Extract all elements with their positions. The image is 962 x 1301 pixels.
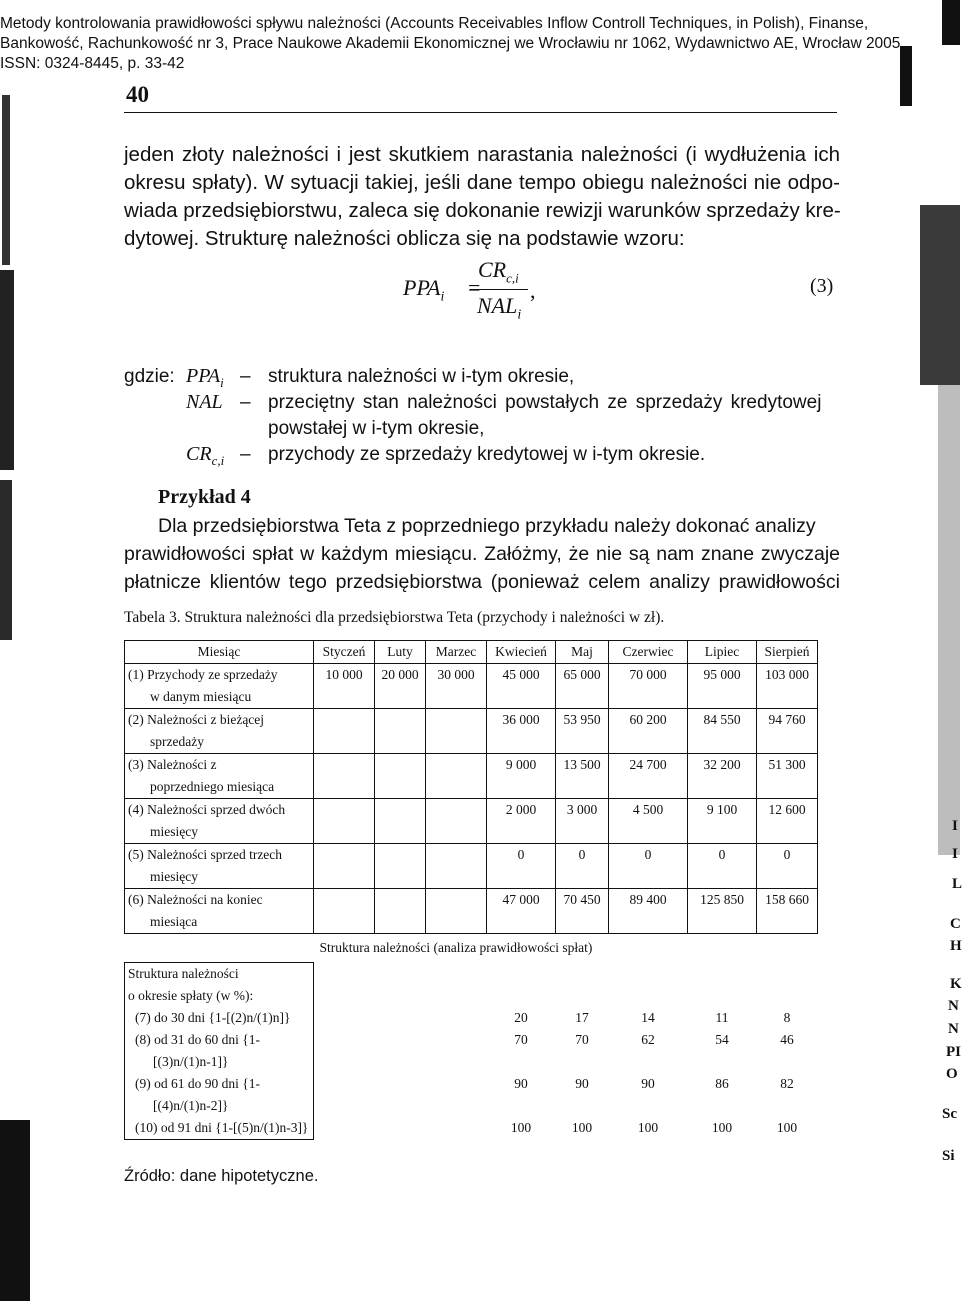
- paragraph-line: okresu spłaty). W sytuacji takiej, jeśli dane tempo obiegu należności nie odpo-: [124, 171, 840, 194]
- structure-cell: 100: [637, 1119, 659, 1135]
- table-row: [125, 664, 818, 709]
- citation-line-3: ISSN: 0324-8445, p. 33-42: [0, 55, 185, 72]
- table-cell: 0: [688, 844, 757, 889]
- formula-lhs-sub: i: [440, 289, 445, 305]
- structure-row-label: [125, 1007, 314, 1029]
- structure-label-line: (7) do 30 dni {1-[(2)n/(1)n]}: [135, 1009, 291, 1025]
- formula-numerator: CR: [478, 257, 507, 282]
- row-label-line: miesięcy: [150, 869, 198, 884]
- side-char: Si: [942, 1148, 955, 1164]
- structure-row: [125, 1029, 818, 1073]
- table-header-cell: Marzec: [426, 641, 487, 664]
- side-char: I: [952, 818, 958, 834]
- structure-cell: 62: [641, 1031, 655, 1047]
- table-cell: [375, 754, 426, 799]
- paragraph-line: jeden złoty należności i jest skutkiem narastania należności (i wydłużenia ich: [124, 143, 840, 166]
- def-dash: –: [240, 444, 251, 465]
- row-label-line: (4) Należności sprzed dwóch: [128, 802, 286, 817]
- scan-edge-right-3: [938, 385, 960, 855]
- table-body: [125, 664, 818, 934]
- structure-title: Struktura należności (analiza prawidłowości spłat): [319, 940, 593, 955]
- row-label: [125, 799, 314, 844]
- citation-line-1: Metody kontrolowania prawidłowości spływu należności (Accounts Receivables Inflow Controll Techniques, in Polish), Finanse,: [0, 15, 869, 32]
- row-label-line: sprzedaży: [150, 734, 204, 749]
- def-symbol-sub: c,i: [211, 453, 225, 468]
- table-cell: 9 100: [688, 799, 757, 844]
- structure-cell: 8: [783, 1009, 791, 1025]
- row-label: [125, 709, 314, 754]
- row-label-line: w danym miesiącu: [150, 689, 252, 704]
- table-header-cell: Miesiąc: [125, 641, 314, 664]
- table-cell: 10 000: [314, 664, 375, 709]
- example-line: Dla przedsiębiorstwa Teta z poprzedniego przykładu należy dokonać analizy: [158, 515, 816, 537]
- structure-cell: 100: [510, 1119, 532, 1135]
- table-header-row: [125, 641, 818, 664]
- table-row: [125, 709, 818, 754]
- structure-label-line: (10) od 91 dni {1-[(5)n/(1)n-3]}: [135, 1119, 309, 1135]
- structure-cell: 54: [715, 1031, 729, 1047]
- table-caption: Tabela 3. Struktura należności dla przedsiębiorstwa Teta (przychody i należności w zł).: [124, 609, 665, 626]
- row-label-line: (2) Należności z bieżącej: [128, 712, 265, 727]
- structure-cell: 11: [715, 1009, 729, 1025]
- side-char: I: [952, 846, 958, 862]
- table-row: [125, 754, 818, 799]
- row-label-line: (6) Należności na koniec: [128, 892, 263, 907]
- table-cell: [426, 799, 487, 844]
- table-cell: 95 000: [688, 664, 757, 709]
- table-cell: 24 700: [609, 754, 688, 799]
- example-title: Przykład 4: [158, 486, 251, 508]
- table-row: [125, 799, 818, 844]
- structure-label-line: (9) od 61 do 90 dni {1-: [135, 1075, 260, 1091]
- side-char: C: [950, 916, 961, 932]
- structure-cell: 17: [575, 1009, 589, 1025]
- side-char: H: [950, 938, 962, 954]
- structure-label-line: (8) od 31 do 60 dni {1-: [135, 1031, 260, 1047]
- structure-title-row: [125, 934, 818, 963]
- def-dash: –: [240, 392, 251, 413]
- table-cell: 94 760: [757, 709, 818, 754]
- structure-row: [125, 1007, 818, 1029]
- def-text: przychody ze sprzedaży kredytowej w i-tym okresie.: [268, 444, 706, 465]
- table-cell: 51 300: [757, 754, 818, 799]
- table-cell: 0: [556, 844, 609, 889]
- side-char: K: [950, 976, 962, 992]
- table-cell: 2 000: [487, 799, 556, 844]
- table-cell: 20 000: [375, 664, 426, 709]
- structure-cell: 20: [514, 1009, 528, 1025]
- equation-number: (3): [810, 275, 834, 297]
- table-header-cell: Kwiecień: [487, 641, 556, 664]
- table-cell: 0: [757, 844, 818, 889]
- row-label: [125, 844, 314, 889]
- structure-cell: 90: [514, 1075, 528, 1091]
- table-cell: 4 500: [609, 799, 688, 844]
- table-cell: [426, 709, 487, 754]
- structure-cell: 86: [715, 1075, 729, 1091]
- def-text: struktura należności w i-tym okresie,: [268, 366, 575, 387]
- table-cell: [375, 709, 426, 754]
- formula-denominator: NAL: [477, 293, 518, 318]
- table-cell: 45 000: [487, 664, 556, 709]
- structure-cell: 70: [514, 1031, 528, 1047]
- table-cell: 36 000: [487, 709, 556, 754]
- structure-cell: 100: [711, 1119, 733, 1135]
- table-cell: 103 000: [757, 664, 818, 709]
- table-cell: 3 000: [556, 799, 609, 844]
- structure-label-line: [(3)n/(1)n-1]}: [153, 1053, 229, 1069]
- table-header-cell: Sierpień: [757, 641, 818, 664]
- header-rule: [124, 112, 837, 113]
- table-cell: 60 200: [609, 709, 688, 754]
- scan-edge-left-4: [0, 1120, 30, 1301]
- body-paragraph: [124, 141, 840, 253]
- fraction-bar: [470, 289, 528, 290]
- table-cell: 89 400: [609, 889, 688, 934]
- def-dash: –: [240, 366, 251, 387]
- table-cell: [375, 799, 426, 844]
- table-cell: 70 450: [556, 889, 609, 934]
- table-cell: 0: [609, 844, 688, 889]
- def-text-cont: powstałej w i-tym okresie,: [268, 418, 485, 439]
- table-cell: [314, 889, 375, 934]
- table-cell: 65 000: [556, 664, 609, 709]
- structure-label: Struktura należności: [128, 965, 239, 981]
- table-cell: 0: [487, 844, 556, 889]
- row-label-line: (5) Należności sprzed trzech: [128, 847, 283, 862]
- structure-cell: 90: [575, 1075, 589, 1091]
- side-char: N: [948, 1021, 959, 1037]
- source-note: Źródło: dane hipotetyczne.: [124, 1167, 319, 1185]
- formula-equals: =: [468, 275, 481, 300]
- citation-line-2: Bankowość, Rachunkowość nr 3, Prace Naukowe Akademii Ekonomicznej we Wrocławiu nr 1062, Wydawnictwo AE, Wrocław 2005,: [0, 35, 905, 52]
- table-cell: [426, 754, 487, 799]
- table-cell: [375, 844, 426, 889]
- structure-cell: 100: [776, 1119, 798, 1135]
- table-cell: 125 850: [688, 889, 757, 934]
- scan-edge-right-2: [920, 205, 960, 385]
- receivables-table: [124, 640, 818, 1140]
- table-cell: 84 550: [688, 709, 757, 754]
- structure-cell: 14: [641, 1009, 655, 1025]
- row-label-line: poprzedniego miesiąca: [150, 779, 275, 794]
- row-label-line: miesięcy: [150, 824, 198, 839]
- table-header-cell: Maj: [556, 641, 609, 664]
- example-line: prawidłowości spłat w każdym miesiącu. Załóżmy, że nie są nam znane zwyczaje: [124, 543, 840, 565]
- formula-denominator-sub: i: [517, 307, 522, 323]
- table-cell: 32 200: [688, 754, 757, 799]
- row-label-line: (3) Należności z: [128, 757, 217, 772]
- def-symbol: CR: [186, 443, 212, 465]
- formula-numerator-sub: c,i: [506, 270, 519, 286]
- table-header-cell: Luty: [375, 641, 426, 664]
- table-cell: [314, 754, 375, 799]
- structure-label-row: [125, 962, 818, 1007]
- side-char: PI: [946, 1044, 961, 1060]
- example-paragraph: [124, 512, 840, 596]
- scan-edge-left-3: [0, 480, 12, 640]
- table-cell: 70 000: [609, 664, 688, 709]
- side-char: Sc: [942, 1106, 957, 1122]
- scan-edge-left-2: [0, 270, 14, 470]
- structure-cell: 70: [575, 1031, 589, 1047]
- row-label-line: (1) Przychody ze sprzedaży: [128, 667, 278, 682]
- structure-body: [125, 1007, 818, 1140]
- row-label-line: miesiąca: [150, 914, 198, 929]
- page-number: 40: [126, 82, 149, 107]
- row-label: [125, 754, 314, 799]
- side-char: N: [948, 998, 959, 1014]
- structure-row-label: [125, 1117, 314, 1140]
- scan-edge-left-1: [2, 95, 10, 265]
- def-symbol: PPA: [186, 365, 221, 387]
- table-cell: [314, 709, 375, 754]
- formula-lhs: PPA: [403, 275, 441, 300]
- table-cell: [314, 844, 375, 889]
- structure-row-label: [125, 1029, 314, 1073]
- table-cell: 9 000: [487, 754, 556, 799]
- definitions-intro: gdzie:: [124, 366, 175, 387]
- structure-cell: 82: [780, 1075, 794, 1091]
- table-header-cell: Styczeń: [314, 641, 375, 664]
- table-cell: 12 600: [757, 799, 818, 844]
- paragraph-line: wiada przedsiębiorstwu, zaleca się dokonanie rewizji warunków sprzedaży kre-: [124, 199, 841, 222]
- table-cell: 30 000: [426, 664, 487, 709]
- def-symbol-sub: i: [220, 375, 224, 390]
- side-char: L: [952, 876, 962, 892]
- formula-comma: ,: [530, 278, 536, 303]
- table-cell: [426, 889, 487, 934]
- side-char: O: [946, 1066, 958, 1082]
- table-cell: 13 500: [556, 754, 609, 799]
- citation-header: [0, 14, 945, 74]
- structure-label-line: [(4)n/(1)n-2]}: [153, 1097, 229, 1113]
- structure-cell: 100: [571, 1119, 593, 1135]
- structure-row: [125, 1073, 818, 1117]
- table-row: [125, 889, 818, 934]
- table-cell: 53 950: [556, 709, 609, 754]
- structure-cell: 90: [641, 1075, 655, 1091]
- def-text: przeciętny stan należności powstałych ze sprzedaży kredytowej: [268, 392, 822, 413]
- table-cell: 47 000: [487, 889, 556, 934]
- table-header-cell: Czerwiec: [609, 641, 688, 664]
- row-label: [125, 889, 314, 934]
- def-symbol: NAL: [186, 391, 223, 413]
- table-cell: [375, 889, 426, 934]
- row-label: [125, 664, 314, 709]
- table-header-cell: Lipiec: [688, 641, 757, 664]
- table-cell: [314, 799, 375, 844]
- paragraph-line: dytowej. Strukturę należności oblicza się na podstawie wzoru:: [124, 227, 685, 250]
- structure-row-label: [125, 1073, 314, 1117]
- structure-cell: 46: [780, 1031, 794, 1047]
- structure-row: [125, 1117, 818, 1140]
- example-line: płatnicze klientów tego przedsiębiorstwa (ponieważ celem analizy prawidłowości: [124, 571, 840, 593]
- structure-label: o okresie spłaty (w %):: [128, 987, 254, 1003]
- table-cell: [426, 844, 487, 889]
- table-row: [125, 844, 818, 889]
- table-cell: 158 660: [757, 889, 818, 934]
